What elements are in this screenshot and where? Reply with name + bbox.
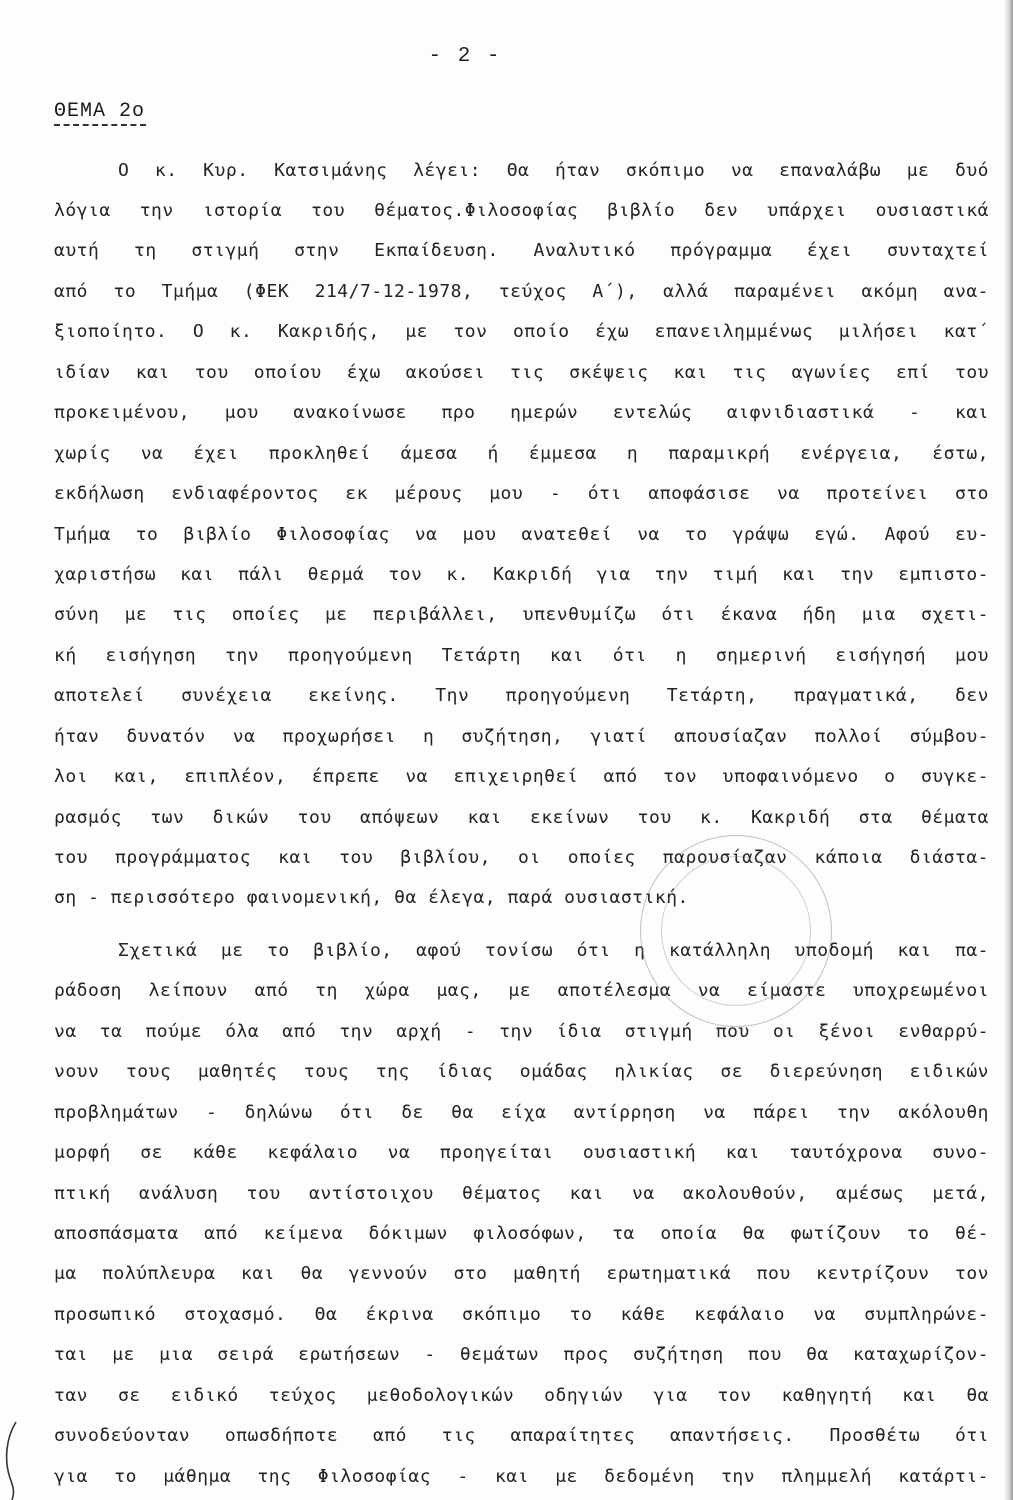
- text-line-17: ρασμός των δικών του απόψεων και εκείνων του κ. Κακριδή στα θέματα: [54, 807, 989, 828]
- text-line-21: ράδοση λείπουν από τη χώρα μας, με αποτέλεσμα να είμαστε υποχρεωμένοι: [54, 980, 989, 1001]
- text-line-20: Σχετικά με το βιβλίο, αφού τονίσω ότι η κατάλληλη υποδομή και πα-: [118, 940, 989, 961]
- section-heading: ΘΕΜΑ 2ο: [54, 100, 146, 123]
- text-line-30: ται με μια σειρά ερωτήσεων - θεμάτων προς συζήτηση που θα καταχωρίζον-: [54, 1344, 989, 1365]
- text-line-7: προκειμένου, μου ανακοίνωσε προ ημερών εντελώς αιφνιδιαστικά - και: [54, 402, 989, 423]
- text-line-6: ιδίαν και του οποίου έχω ακούσει τις σκέψεις και τις αγωνίες επί του: [54, 362, 989, 383]
- text-line-13: κή εισήγηση την προηγούμενη Τετάρτη και ότι η σημερινή εισήγησή μου: [54, 645, 989, 666]
- page-edge-shadow: [1003, 0, 1013, 1500]
- text-line-9: εκδήλωση ενδιαφέροντος εκ μέρους μου - ότι αποφάσισε να προτείνει στο: [54, 483, 989, 504]
- text-line-12: σύνη με τις οποίες με περιβάλλει, υπενθυμίζω ότι έκανα ήδη μια σχετι-: [54, 604, 989, 625]
- text-line-8: χωρίς να έχει προκληθεί άμεσα ή έμμεσα η παραμικρή ενέργεια, έστω,: [54, 443, 989, 464]
- text-line-2: λόγια την ιστορία του θέματος.Φιλοσοφίας βιβλίο δεν υπάρχει ουσιαστικά: [54, 200, 989, 221]
- text-line-3: αυτή τη στιγμή στην Εκπαίδευση. Αναλυτικό πρόγραμμα έχει συνταχτεί: [54, 240, 989, 261]
- text-line-10: Τμήμα το βιβλίο Φιλοσοφίας να μου ανατεθεί να το γράψω εγώ. Αφού ευ-: [54, 524, 989, 545]
- text-line-31: ταν σε ειδικό τεύχος μεθοδολογικών οδηγιών για τον καθηγητή και θα: [54, 1385, 989, 1406]
- text-line-33: για το μάθημα της Φιλοσοφίας - και με δεδομένη την πλημμελή κατάρτι-: [54, 1466, 989, 1487]
- text-line-18: του προγράμματος και του βιβλίου, οι οποίες παρουσίαζαν κάποια διάστα-: [54, 847, 989, 868]
- text-line-14: αποτελεί συνέχεια εκείνης. Την προηγούμενη Τετάρτη, πραγματικά, δεν: [54, 685, 989, 706]
- text-line-5: ξιοποίητο. Ο κ. Κακριδής, με τον οποίο έχω επανειλημμένως μιλήσει κατ΄: [54, 321, 989, 342]
- text-line-16: λοι και, επιπλέον, έπρεπε να επιχειρηθεί από τον υποφαινόμενο ο συγκε-: [54, 766, 989, 787]
- text-line-25: μορφή σε κάθε κεφάλαιο να προηγείται ουσιαστική και ταυτόχρονα συνο-: [54, 1142, 989, 1163]
- text-line-29: προσωπικό στοχασμό. Θα έκρινα σκόπιμο το κάθε κεφάλαιο να συμπληρώνε-: [54, 1304, 989, 1325]
- text-line-32: συνοδεύονταν οπωσδήποτε από τις απαραίτητες απαντήσεις. Προσθέτω ότι: [54, 1425, 989, 1446]
- page-number: - 2 -: [428, 45, 502, 68]
- text-line-19: ση - περισσότερο φαινομενική, θα έλεγα, παρά ουσιαστική.: [54, 887, 689, 908]
- text-line-15: ήταν δυνατόν να προχωρήσει η συζήτηση, γιατί απουσίαζαν πολλοί σύμβου-: [54, 726, 989, 747]
- text-line-22: να τα πούμε όλα από την αρχή - την ίδια στιγμή που οι ξένοι ενθαρρύ-: [54, 1021, 989, 1042]
- text-line-1: Ο κ. Κυρ. Κατσιμάνης λέγει: Θα ήταν σκόπιμο να επαναλάβω με δυό: [118, 160, 989, 181]
- text-line-24: προβλημάτων - δηλώνω ότι δε θα είχα αντίρρηση να πάρει την ακόλουθη: [54, 1102, 989, 1123]
- margin-pen-mark-icon: [0, 1420, 30, 1500]
- text-line-23: νουν τους μαθητές τους της ίδιας ομάδας ηλικίας σε διερεύνηση ειδικών: [54, 1061, 989, 1082]
- text-line-11: χαριστήσω και πάλι θερμά τον κ. Κακριδή για την τιμή και την εμπιστο-: [54, 564, 989, 585]
- text-line-26: πτική ανάλυση του αντίστοιχου θέματος και να ακολουθούν, αμέσως μετά,: [54, 1183, 989, 1204]
- text-line-4: από το Τμήμα (ΦΕΚ 214/7-12-1978, τεύχος Α΄), αλλά παραμένει ακόμη ανα-: [54, 281, 989, 302]
- text-line-28: μα πολύπλευρα και θα γεννούν στο μαθητή ερωτηματικά που κεντρίζουν τον: [54, 1263, 989, 1284]
- heading-underline: [54, 124, 146, 126]
- text-line-27: αποσπάσματα από κείμενα δόκιμων φιλοσόφων, τα οποία θα φωτίζουν το θέ-: [54, 1223, 989, 1244]
